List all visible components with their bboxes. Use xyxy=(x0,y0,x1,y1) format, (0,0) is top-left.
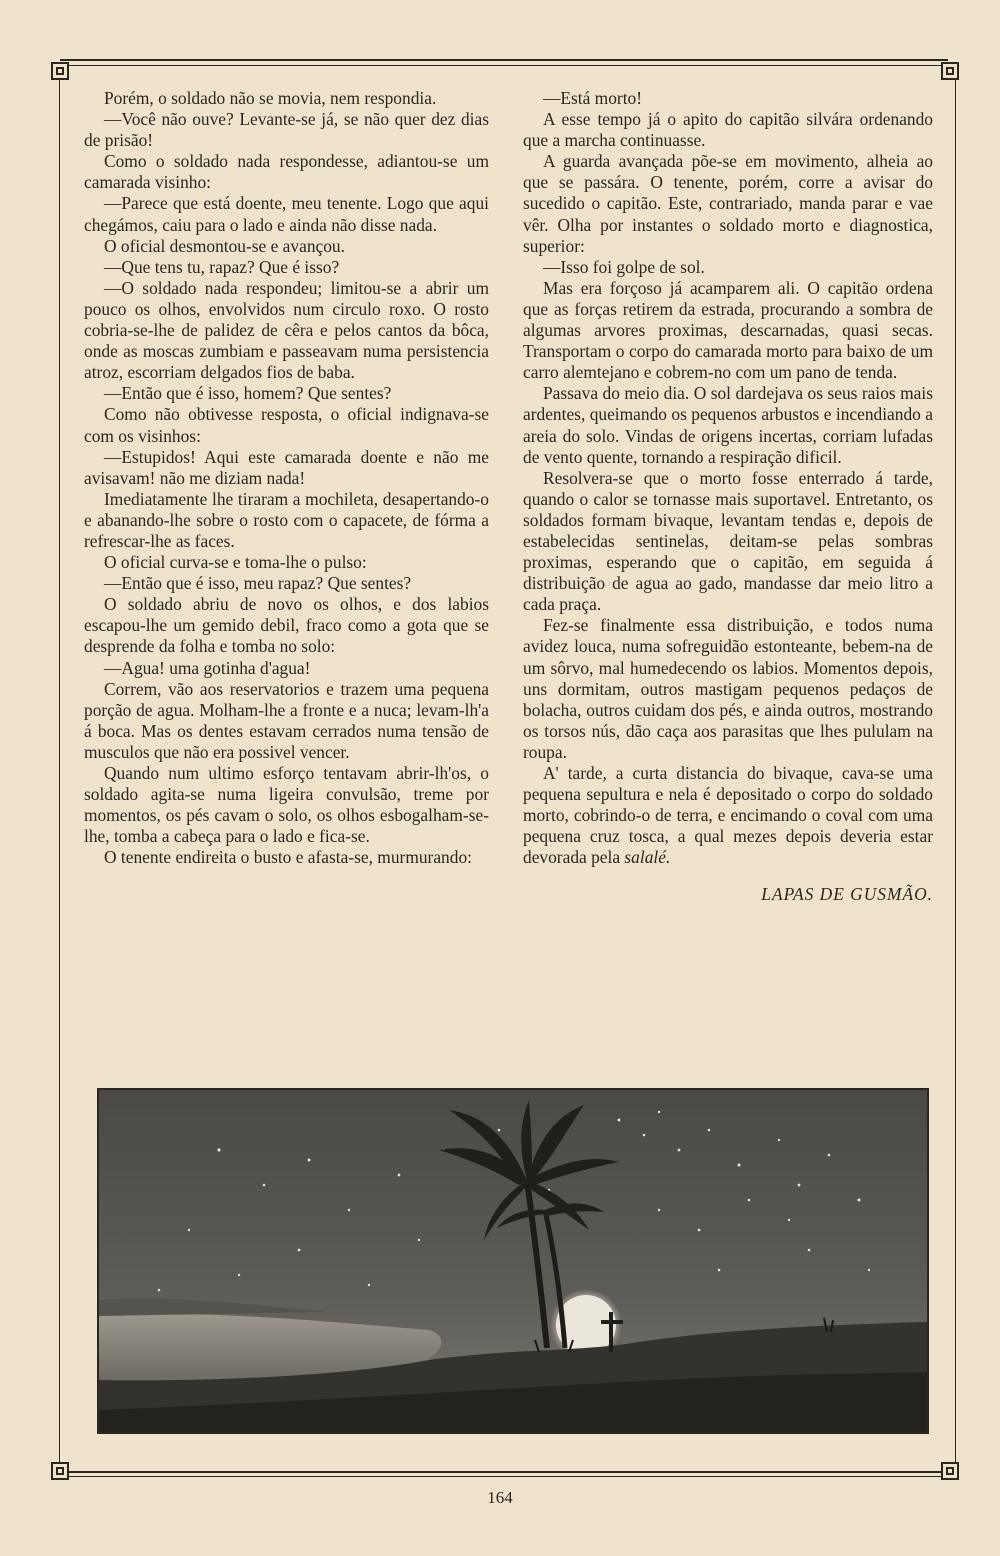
paragraph: —Então que é isso, homem? Que sentes? xyxy=(104,383,392,404)
corner-ornament-top-right xyxy=(941,62,959,80)
left-text-column xyxy=(84,88,489,868)
page-number: 164 xyxy=(487,1488,513,1507)
night-scene-illustration xyxy=(97,1088,929,1434)
frame-left-line xyxy=(59,76,60,1464)
paragraph: —Você não ouve? Levante-se já, se não quer dez dias de prisão! xyxy=(84,109,489,151)
final-paragraph xyxy=(523,763,933,868)
paragraph: A esse tempo já o apito do capitão silvára ordenando que a marcha continuasse. xyxy=(523,109,933,151)
corner-ornament-top-left xyxy=(51,62,69,80)
paragraph: Mas era forçoso já acamparem ali. O capitão ordena que as forças retirem da estrada, procurando a sombra de algumas arvores proximas, descarnadas, quasi secas. Transportam o corpo do camarada morto para baixo de um carro alemtejano e cobrem-no com um pano de tenda. xyxy=(523,277,933,383)
paragraph: A guarda avançada põe-se em movimento, alheia ao que se passára. O tenente, porém, corre a avisar do sucedido o capitão. Este, contrariado, manda parar e vae vêr. Olha por instantes o soldado morto e diagnostica, superior: xyxy=(523,151,933,256)
paragraph: —Agua! uma gotinha d'agua! xyxy=(104,657,311,678)
frame-top-line xyxy=(60,59,948,61)
paragraph: —O soldado nada respondeu; limitou-se a abrir um pouco os olhos, envolvidos num circulo roxo. O rosto cobria-se-lhe de palidez de cêra e pelos cantos da bôca, onde as moscas zumbiam e passeavam numa persistencia atroz, escorriam delgados fios de baba. xyxy=(84,277,489,383)
paragraph: O tenente endireita o busto e afasta-se, murmurando: xyxy=(104,847,472,868)
paragraph: Como o soldado nada respondesse, adiantou-se um camarada visinho: xyxy=(84,151,489,193)
paragraph: Como não obtivesse resposta, o oficial indignava-se com os visinhos: xyxy=(84,404,489,446)
paragraph: O oficial desmontou-se e avançou. xyxy=(104,235,345,256)
paragraph: —Que tens tu, rapaz? Que é isso? xyxy=(104,256,340,277)
italic-word: salalé. xyxy=(624,847,671,868)
frame-top-line-inner xyxy=(60,65,948,66)
paragraph: Correm, vão aos reservatorios e trazem uma pequena porção de agua. Molham-lhe a fronte e a nuca; levam-lh'a á boca. Mas os dentes estavam cerrados numa tensão de musculos que não era possivel vencer. xyxy=(84,678,489,762)
paragraph: Porém, o soldado não se movia, nem respondia. xyxy=(104,88,437,108)
paragraph: Passava do meio dia. O sol dardejava os seus raios mais ardentes, queimando os pequenos arbustos e incendiando a areia do solo. Vindas de origens incertas, corriam lufadas de vento quente, tornando a respiração dificil. xyxy=(523,383,933,467)
frame-bottom-line-inner xyxy=(60,1476,948,1477)
paragraph: —Então que é isso, meu rapaz? Que sentes? xyxy=(104,573,412,594)
paragraph: —Isso foi golpe de sol. xyxy=(543,256,705,277)
corner-ornament-bottom-right xyxy=(941,1462,959,1480)
corner-ornament-bottom-left xyxy=(51,1462,69,1480)
paragraph: —Parece que está doente, meu tenente. Logo que aqui chegámos, caiu para o lado e ainda não disse nada. xyxy=(84,193,489,235)
paragraph: Fez-se finalmente essa distribuição, e todos numa avidez louca, numa sofreguidão estonteante, bebem-na de um sôrvo, mal humedecendo os labios. Momentos depois, uns dormitam, outros mastigam pequenos pedaços de bolacha, outros cuidam dos pés, e ainda outros, mostrando os torsos nús, dão caça aos parasitas que lhes pululam na roupa. xyxy=(523,615,933,762)
paragraph: O oficial curva-se e toma-lhe o pulso: xyxy=(104,552,367,573)
final-paragraph-text: A' tarde, a curta distancia do bivaque, cava-se uma pequena sepultura e nela é depositado o corpo do soldado morto, cobrindo-o de terra, e encimando o coval com uma pequena cruz tosca, a qual mezes depois deveria estar devorada pela xyxy=(523,763,933,868)
paragraph: Quando num ultimo esforço tentavam abrir-lh'os, o soldado agita-se numa ligeira convulsão, treme por momentos, os pés cavam o solo, os olhos esbogalham-se-lhe, tomba a cabeça para o lado e fica-se. xyxy=(84,763,489,847)
right-text-column xyxy=(523,88,933,906)
paragraph: —Estupidos! Aqui este camarada doente e não me avisavam! não me diziam nada! xyxy=(84,446,489,488)
frame-right-line xyxy=(955,76,956,1464)
author-signature: LAPAS DE GUSMÃO. xyxy=(761,884,933,905)
night-scene-svg xyxy=(99,1090,927,1432)
frame-bottom-line xyxy=(60,1471,948,1473)
paragraph: —Está morto! xyxy=(543,88,643,108)
paragraph: Resolvera-se que o morto fosse enterrado á tarde, quando o calor se tornasse mais suportavel. Entretanto, os soldados formam bivaque, levantam tendas e, depois de estabelecidas sentinelas, deitam-se pelas sombras proximas, esperando que o capitão, em seguida á distribuição de agua ao gado, mandasse dar meio litro a cada praça. xyxy=(523,467,933,615)
paragraph: Imediatamente lhe tiraram a mochileta, desapertando-o e abanando-lhe sobre o rosto com o capacete, de fórma a refrescar-lhe as faces. xyxy=(84,488,489,551)
paragraph: O soldado abriu de novo os olhos, e dos labios escapou-lhe um gemido debil, fraco como a gota que se desprende da folha e tomba no solo: xyxy=(84,594,489,657)
